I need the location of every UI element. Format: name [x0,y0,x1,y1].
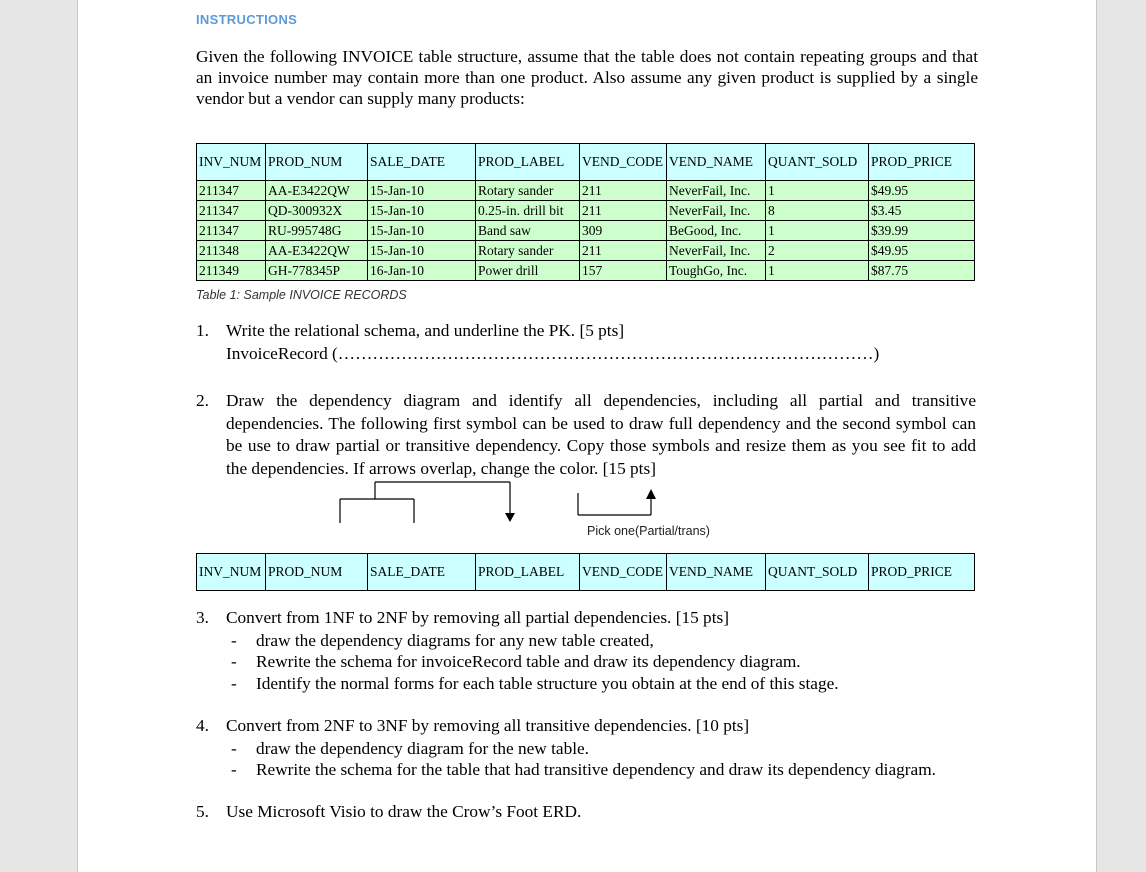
header-cell: INV_NUM [197,144,266,181]
cell: Rotary sander [476,241,580,261]
header-cell: PROD_PRICE [869,144,975,181]
header-cell: VEND_CODE [580,554,667,591]
cell: NeverFail, Inc. [667,201,766,221]
question-text: Write the relational schema, and underline the PK. [5 pts] [226,321,625,340]
bullet-item: Identify the normal forms for each table structure you obtain at the end of this stage. [256,674,839,693]
section-heading: INSTRUCTIONS [196,12,298,27]
question-text: Convert from 1NF to 2NF by removing all partial dependencies. [15 pts] [226,608,729,627]
cell: 211 [580,201,667,221]
cell: 2 [766,241,869,261]
cell: 157 [580,261,667,281]
cell: $49.95 [869,241,975,261]
cell: BeGood, Inc. [667,221,766,241]
cell: NeverFail, Inc. [667,181,766,201]
cell: 1 [766,181,869,201]
cell: 0.25-in. drill bit [476,201,580,221]
bullet-item: draw the dependency diagrams for any new table created, [256,631,654,650]
cell: 211 [580,241,667,261]
cell: AA-E3422QW [266,181,368,201]
question-number: 4. [196,716,209,735]
cell: ToughGo, Inc. [667,261,766,281]
cell: $87.75 [869,261,975,281]
cell: 8 [766,201,869,221]
schema-answer-line[interactable]: InvoiceRecord (…………………………………………………………………………………) [226,344,880,363]
header-cell: INV_NUM [197,554,266,591]
cell: 309 [580,221,667,241]
dependency-symbols [330,475,670,530]
header-cell: PROD_PRICE [869,554,975,591]
bullet-dash: - [231,739,237,758]
table-header-row [197,144,975,181]
cell: 1 [766,261,869,281]
header-cell: PROD_LABEL [476,554,580,591]
table-row [197,241,975,261]
cell: Band saw [476,221,580,241]
header-cell: VEND_NAME [667,554,766,591]
partial-transitive-dependency-symbol[interactable] [578,489,656,515]
cell: 16-Jan-10 [368,261,476,281]
bullet-item: Rewrite the schema for the table that had transitive dependency and draw its dependency diagram. [256,760,936,779]
header-cell: QUANT_SOLD [766,554,869,591]
header-cell: PROD_NUM [266,144,368,181]
cell: 211 [580,181,667,201]
question-number: 2. [196,391,209,410]
question-text: Draw the dependency diagram and identify all dependencies, including all partial and transitive dependencies. The following first symbol can be used to draw full dependency and the second symbol can be use to draw partial or transitive dependency. Copy those symbols and resize them as you see fit to add the dependencies. If arrows overlap, change the color. [15 pts] [226,391,976,478]
table-row [197,261,975,281]
dependency-table-header [196,553,975,591]
cell: NeverFail, Inc. [667,241,766,261]
intro-paragraph: Given the following INVOICE table structure, assume that the table does not contain repeating groups and that an invoice number may contain more than one product. Also assume any given product is supplied by a single vendor but a vendor can supply many products: [196,47,978,108]
cell: RU-995748G [266,221,368,241]
header-cell: QUANT_SOLD [766,144,869,181]
bullet-dash: - [231,760,237,779]
bullet-item: Rewrite the schema for invoiceRecord table and draw its dependency diagram. [256,652,801,671]
table-header-row [197,554,975,591]
question-number: 1. [196,321,209,340]
table-caption: Table 1: Sample INVOICE RECORDS [196,288,407,302]
cell: 211347 [197,181,266,201]
full-dependency-symbol[interactable] [340,482,515,523]
header-cell: PROD_NUM [266,554,368,591]
cell: GH-778345P [266,261,368,281]
header-cell: PROD_LABEL [476,144,580,181]
question-number: 5. [196,802,209,821]
cell: 15-Jan-10 [368,241,476,261]
cell: 211347 [197,221,266,241]
cell: 15-Jan-10 [368,181,476,201]
header-cell: VEND_CODE [580,144,667,181]
bullet-dash: - [231,652,237,671]
invoice-table [196,143,975,281]
header-cell: VEND_NAME [667,144,766,181]
cell: 211347 [197,201,266,221]
table-row [197,201,975,221]
arrow-up-icon [646,489,656,499]
bullet-dash: - [231,674,237,693]
header-cell: SALE_DATE [368,144,476,181]
cell: QD-300932X [266,201,368,221]
header-cell: SALE_DATE [368,554,476,591]
cell: $39.99 [869,221,975,241]
cell: AA-E3422QW [266,241,368,261]
bullet-dash: - [231,631,237,650]
question-number: 3. [196,608,209,627]
bullet-item: draw the dependency diagram for the new table. [256,739,590,758]
question-text: Convert from 2NF to 3NF by removing all transitive dependencies. [10 pts] [226,716,750,735]
cell: $49.95 [869,181,975,201]
cell: 211349 [197,261,266,281]
cell: 1 [766,221,869,241]
cell: $3.45 [869,201,975,221]
cell: 15-Jan-10 [368,201,476,221]
cell: Rotary sander [476,181,580,201]
cell: Power drill [476,261,580,281]
table-row [197,181,975,201]
arrow-down-icon [505,513,515,522]
question-text: Use Microsoft Visio to draw the Crow’s Foot ERD. [226,802,582,821]
table-row [197,221,975,241]
cell: 15-Jan-10 [368,221,476,241]
symbol-note: Pick one(Partial/trans) [587,524,710,538]
cell: 211348 [197,241,266,261]
